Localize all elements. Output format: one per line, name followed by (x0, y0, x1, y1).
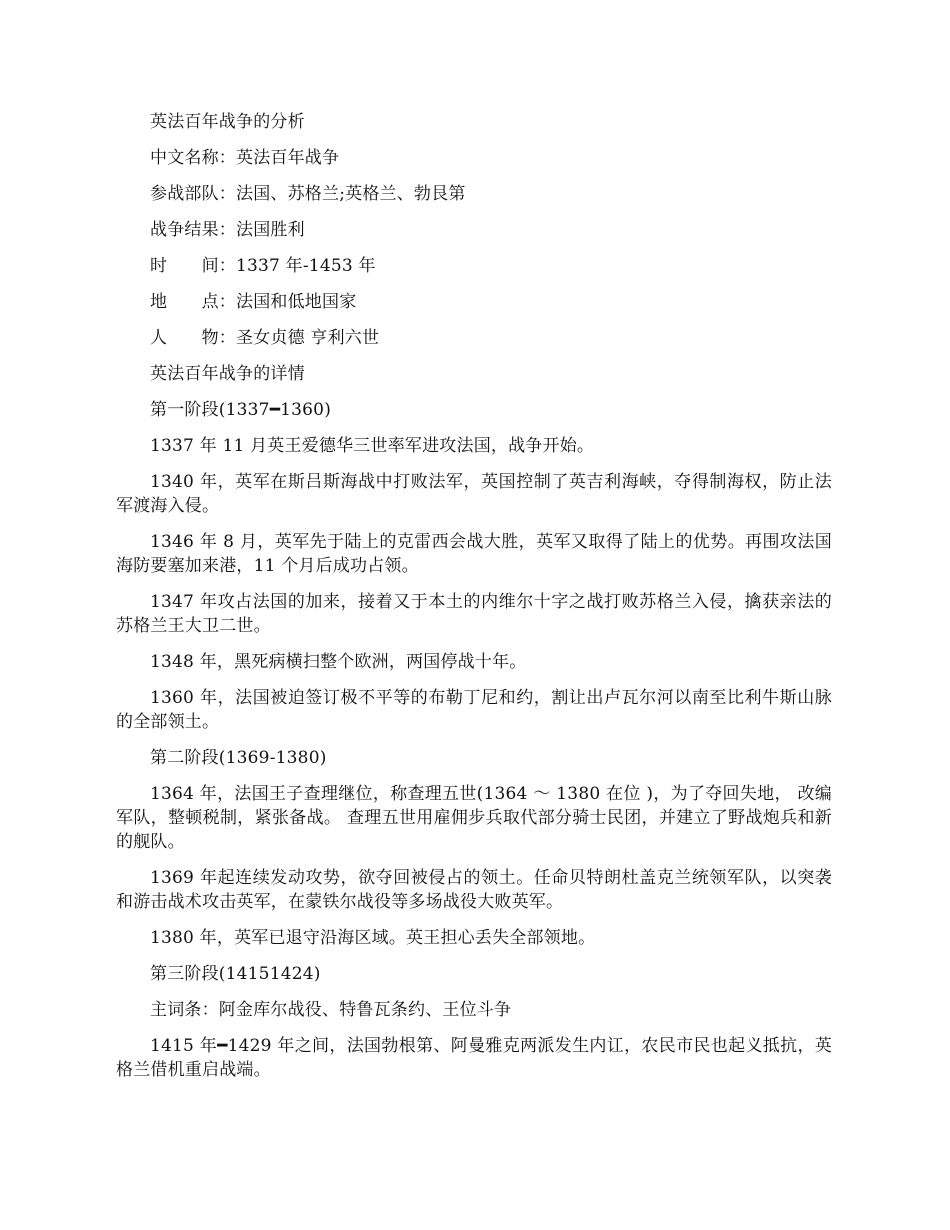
info-result: 战争结果：法国胜利 (150, 220, 305, 240)
stage1-paragraph: 1347 年攻占法国的加来，接着又于本土的内维尔十字之战打败苏格兰入侵，擒获亲法的苏格兰王大卫二世。 (116, 592, 832, 636)
stage2-paragraph: 1380 年，英军已退守沿海区域。英王担心丢失全部领地。 (150, 928, 596, 948)
stage3-paragraph: 主词条：阿金库尔战役、特鲁瓦条约、王位斗争 (150, 1000, 512, 1020)
stage1-heading: 第一阶段(1337━1360) (150, 400, 332, 420)
stage1-paragraph: 1360 年，法国被迫签订极不平等的布勒丁尼和约，割让出卢瓦尔河以南至比利牛斯山脉的全部领土。 (116, 688, 832, 732)
document-title: 英法百年战争的分析 (150, 112, 305, 132)
document-body (116, 110, 832, 1094)
stage2-paragraph: 1364 年，法国王子查理继位，称查理五世(1364 ～ 1380 在位 )，为了夺回失地， 改编军队，整顿税制，紧张备战。 查理五世用雇佣步兵取代部分骑士民团，并建立了野战炮兵和新的舰队。 (116, 784, 832, 852)
info-location: 地 点：法国和低地国家 (150, 292, 357, 312)
stage2-paragraph: 1369 年起连续发动攻势，欲夺回被侵占的领土。任命贝特朗杜盖克兰统领军队，以突袭和游击战术攻击英军，在蒙铁尔战役等多场战役大败英军。 (116, 868, 832, 912)
info-people: 人 物：圣女贞德 亨利六世 (150, 328, 380, 348)
info-belligerents: 参战部队：法国、苏格兰;英格兰、勃艮第 (150, 184, 466, 204)
details-heading: 英法百年战争的详情 (150, 364, 305, 384)
stage1-paragraph: 1346 年 8 月，英军先于陆上的克雷西会战大胜，英军又取得了陆上的优势。再围攻法国海防要塞加来港，11 个月后成功占领。 (116, 532, 832, 576)
stage3-heading: 第三阶段(14151424) (150, 964, 321, 984)
stage1-paragraph: 1340 年，英军在斯吕斯海战中打败法军，英国控制了英吉利海峡，夺得制海权，防止法军渡海入侵。 (116, 472, 832, 516)
stage3-paragraph: 1415 年━1429 年之间，法国勃根第、阿曼雅克两派发生内讧，农民市民也起义抵抗，英格兰借机重启战端。 (116, 1036, 832, 1080)
info-chinese-name: 中文名称：英法百年战争 (150, 148, 340, 168)
info-time: 时 间：1337 年-1453 年 (150, 256, 376, 276)
stage1-paragraph: 1348 年，黑死病横扫整个欧洲，两国停战十年。 (150, 652, 527, 672)
stage2-heading: 第二阶段(1369-1380) (150, 748, 327, 768)
stage1-paragraph: 1337 年 11 月英王爱德华三世率军进攻法国，战争开始。 (150, 436, 595, 456)
